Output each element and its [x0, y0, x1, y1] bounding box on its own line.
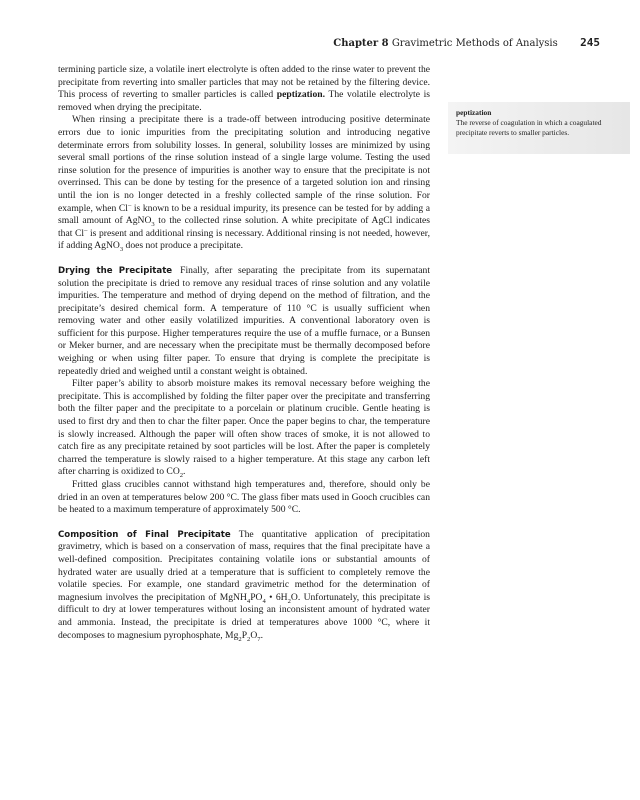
superscript: –: [84, 226, 88, 234]
subscript: 7: [257, 635, 261, 643]
text-run: is known to be a residual impurity, its presence can be tested for by adding a small amount of AgNO: [58, 202, 430, 227]
chapter-title: Gravimetric Methods of Analysis: [391, 38, 558, 49]
subscript: 3: [119, 246, 124, 254]
paragraph-rinsing: [58, 114, 430, 253]
text-run: to the collected rinse solution. A white precipitate of AgCl indicates that Cl: [58, 215, 430, 239]
section-heading-composition: Composition of Final Precipitate: [58, 529, 231, 540]
subscript: 2: [287, 597, 291, 605]
section-heading-drying: Drying the Precipitate: [58, 265, 173, 276]
text-run: Filter paper’s ability to absorb moisture makes its removal necessary before weighing the precipitate. This is accomplished by folding the filter paper over the precipitate and transferring both the filter paper and the precipitate to a porcelain or platinum crucible. Gentle heating is used to first dry and then to char the filter paper. Once the paper begins to char, the temperature is slowly increased. Although the paper will often show traces of smoke, it is not allowed to catch fire as any precipitate retained by soot particles will be lost. After the paper is completely charred the temperature is slowly raised to a higher temperature. At this stage any carbon left after charring is oxidized to CO: [58, 378, 430, 478]
paragraph-peptization: [58, 64, 430, 114]
paragraph-drying-1: [58, 265, 430, 378]
text-run: .: [183, 466, 186, 478]
text-run: Finally, after separating the precipitate from its supernatant solution the precipitate is dried to remove any residual traces of rinse solution and any volatile impurities. The temperature and method of drying depend on the method of filtration, and the precipitate’s desired chemical form. A temperature of 110 °C is usually sufficient when removing water and other easily volatilized impurities. A conventional laboratory oven is sufficient for this purpose. Higher temperatures require the use of a muffle furnace, or a Bunsen or Meker burner, and are necessary when the precipitate must be thermally decomposed before weighing or when using filter paper. To ensure that drying is complete the precipitate is repeatedly dried and weighed until a constant weight is obtained.: [58, 264, 430, 377]
text-run: termining particle size, a volatile inert electrolyte is often added to the rinse water to prevent the precipitate from reverting into smaller particles that may not be retained by the filtering device. This process of reverting to smaller particles is called: [58, 64, 430, 101]
text-run: When rinsing a precipitate there is a trade-off between introducing positive determinate errors due to ionic impurities from the precipitating solution and introducing negative determinate errors from solubility losses. In general, solubility losses are minimized by using several small portions of the rinse solution instead of a single large volume. Testing the used rinse solution for the presence of impurities is another way to ensure that the precipitate is not overrinsed. This can be done by testing for the presence of a targeted solution ion and rinsing until the ion is no longer detected in a freshly collected sample of the rinse solution. For example, when Cl: [58, 114, 430, 214]
subscript: 2: [179, 472, 184, 480]
main-text-column: [58, 64, 430, 642]
subscript: 4: [246, 597, 251, 605]
subscript: 2: [238, 635, 242, 643]
text-run: • 6H: [265, 591, 288, 603]
text-run: is present and additional rinsing is necessary. Additional rinsing is not needed, however, if adding AgNO: [58, 227, 430, 252]
superscript: –: [127, 201, 132, 209]
text-run: O. Unfortunately, this precipitate is difficult to dry at lower temperatures without losing an inconsistent amount of hydrated water and ammonia. Instead, the precipitate is dried at temperatures above 1000 °C, where it decomposes to magnesium pyrophosphate, Mg: [58, 591, 430, 641]
paragraph-drying-2: [58, 378, 430, 479]
text-run: does not produce a precipitate.: [123, 240, 244, 252]
subscript: 4: [262, 597, 266, 605]
subscript: 3: [151, 221, 155, 229]
text-run: The volatile electrolyte is removed when drying the precipitate.: [58, 89, 430, 113]
chapter-label: Chapter 8: [333, 38, 389, 49]
margin-term: peptization: [456, 108, 492, 117]
text-run: .: [260, 629, 263, 641]
text-run: P: [241, 629, 248, 641]
text-run: O: [250, 629, 258, 641]
text-run: The quantitative application of precipitation gravimetry, which is based on a conservation of mass, requires that the final precipitate have a well-defined composition. Precipitates containing volatile ions or substantial amounts of hydrated water are usually dried at a temperature that is sufficient to completely remove the volatile species. For example, one standard gravimetric method for the determination of magnesium involves the precipitation of MgNH: [58, 528, 430, 603]
page-number: 245: [580, 36, 600, 49]
text-run: PO: [250, 591, 263, 603]
keyword-peptization: peptization.: [276, 89, 326, 101]
margin-definition: The reverse of coagulation in which a coagulated precipitate reverts to smaller particles.: [456, 118, 602, 137]
paragraph-composition: [58, 529, 430, 642]
margin-definition-box: [448, 102, 630, 154]
paragraph-drying-3: Fritted glass crucibles cannot withstand high temperatures and, therefore, should only be dried in an oven at temperatures below 200 °C. The glass fiber mats used in Gooch crucibles can be heated to a maximum temperature of approximately 500 °C.: [58, 479, 430, 516]
running-header: [0, 36, 600, 49]
subscript: 2: [247, 635, 251, 643]
